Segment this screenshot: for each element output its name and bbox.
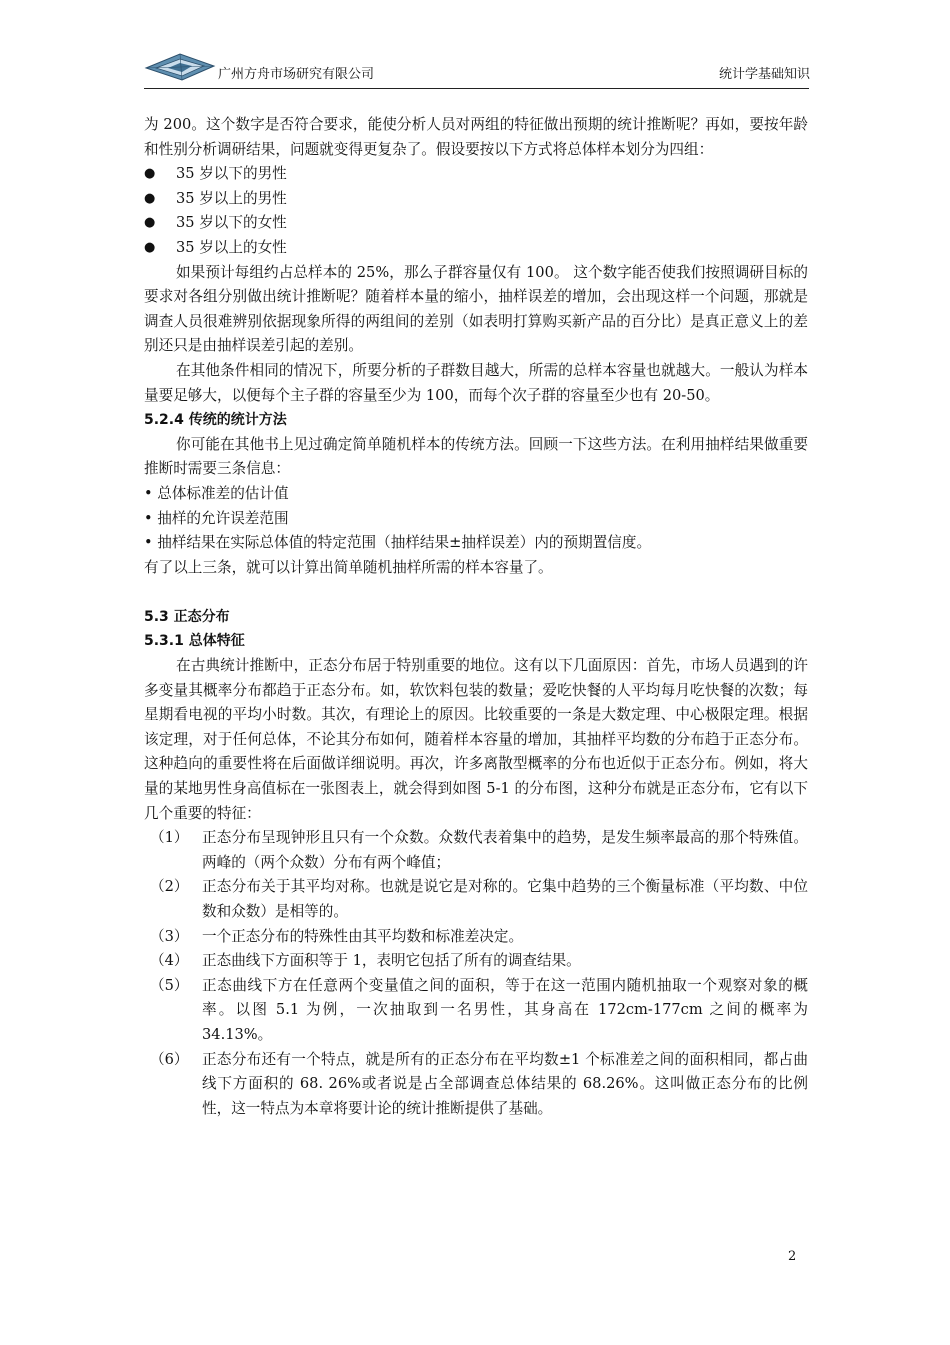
paragraph-conclusion: 有了以上三条，就可以计算出简单随机抽样所需的样本容量了。 bbox=[144, 558, 553, 576]
feature-list-item: （6） 正态分布还有一个特点，就是所有的正态分布在平均数±1 个标准差之间的面积相同，都占曲线下方面积的 68. 26%或者说是占全部调查总体结果的 68.26%。这叫做正态分布的比例性，这一特点为本章将要计论的统计推断提供了基础。 bbox=[150, 1050, 808, 1117]
header-divider bbox=[144, 88, 809, 89]
paragraph-subgroup-size: 如果预计每组约占总样本的 25%，那么子群容量仅有 100。 这个数字能否使我们按照调研目标的要求对各组分别做出统计推断呢？随着样本量的缩小，抽样误差的增加，会出现这样一个问题，那就是调查人员很难辨别依据现象所得的两组间的差别（如表明打算购买新产品的百分比）是真正意义上的差别还只是由抽样误差引起的差别。 bbox=[144, 263, 808, 355]
section-heading-5-3: 5.3 正态分布 bbox=[144, 608, 230, 625]
paragraph-intro: 为 200。这个数字是否符合要求，能使分析人员对两组的特征做出预期的统计推断呢？再如，要按年龄和性别分析调研结果，问题就变得更复杂了。假设要按以下方式将总体样本划分为四组： bbox=[144, 116, 808, 158]
feature-list-item: （4） 正态曲线下方面积等于 1，表明它包括了所有的调查结果。 bbox=[150, 952, 581, 970]
group-list-item: ● 35 岁以下的女性 bbox=[144, 211, 808, 236]
bullet-icon: ● bbox=[144, 215, 156, 231]
section-heading-5-3-1: 5.3.1 总体特征 bbox=[144, 633, 245, 650]
header-company-name: 广州方舟市场研究有限公司 bbox=[218, 67, 375, 82]
bullet-icon: ● bbox=[144, 239, 156, 255]
bullet-icon: ● bbox=[144, 190, 156, 206]
page-number: 2 bbox=[788, 1249, 797, 1264]
info-list-item: • 抽样的允许误差范围 bbox=[144, 509, 289, 527]
header-subject: 统计学基础知识 bbox=[718, 67, 810, 82]
paragraph-traditional-methods: 你可能在其他书上见过确定简单随机样本的传统方法。回顾一下这些方法。在利用抽样结果做重要推断时需要三条信息： bbox=[144, 435, 808, 478]
page-body bbox=[144, 113, 808, 1121]
section-heading-5-2-4: 5.2.4 传统的统计方法 bbox=[144, 412, 287, 429]
group-list-item: ● 35 岁以下的男性 bbox=[144, 162, 808, 187]
group-list-item: ● 35 岁以上的女性 bbox=[144, 236, 808, 261]
feature-list-item: （3） 一个正态分布的特殊性由其平均数和标准差决定。 bbox=[150, 927, 524, 945]
paragraph-sample-size: 在其他条件相同的情况下，所要分析的子群数目越大，所需的总样本容量也就越大。一般认为样本量要足够大，以便每个主子群的容量至少为 100，而每个次子群的容量至少也有 20-50。 bbox=[144, 361, 808, 404]
bullet-icon: ● bbox=[144, 166, 156, 182]
company-logo-icon bbox=[144, 52, 216, 82]
paragraph-normal-distribution: 在古典统计推断中，正态分布居于特别重要的地位。这有以下几面原因：首先，市场人员遇到的许多变量其概率分布都趋于正态分布。如，软饮料包装的数量；爱吃快餐的人平均每月吃快餐的次数；每星期看电视的平均小时数。其次，有理论上的原因。比较重要的一条是大数定理、中心极限定理。根据该定理，对于任何总体，不论其分布如何，随着样本容量的增加，其抽样平均数的分布趋于正态分布。这种趋向的重要性将在后面做详细说明。再次，许多离散型概率的分布也近似于正态分布。例如，将大量的某地男性身高值标在一张图表上，就会得到如图 5-1 的分布图，这种分布就是正态分布，它有以下几个重要的特征： bbox=[144, 657, 808, 822]
info-list-item: • 抽样结果在实际总体值的特定范围（抽样结果±抽样误差）内的预期置信度。 bbox=[144, 534, 652, 552]
feature-list-item: （2） 正态分布关于其平均对称。也就是说它是对称的。它集中趋势的三个衡量标准（平均数、中位数和众数）是相等的。 bbox=[150, 878, 808, 920]
group-list-item: ● 35 岁以上的男性 bbox=[144, 187, 808, 212]
feature-list-item: （1） 正态分布呈现钟形且只有一个众数。众数代表着集中的趋势，是发生频率最高的那个特殊值。两峰的（两个众数）分布有两个峰值； bbox=[150, 829, 808, 871]
feature-list-item: （5） 正态曲线下方在任意两个变量值之间的面积，等于在这一范围内随机抽取一个观察对象的概率。以图 5.1 为例，一次抽取到一名男性，其身高在 172cm-177cm 之间的概率为 34.13%。 bbox=[150, 976, 808, 1043]
info-list-item: • 总体标准差的估计值 bbox=[144, 484, 289, 502]
